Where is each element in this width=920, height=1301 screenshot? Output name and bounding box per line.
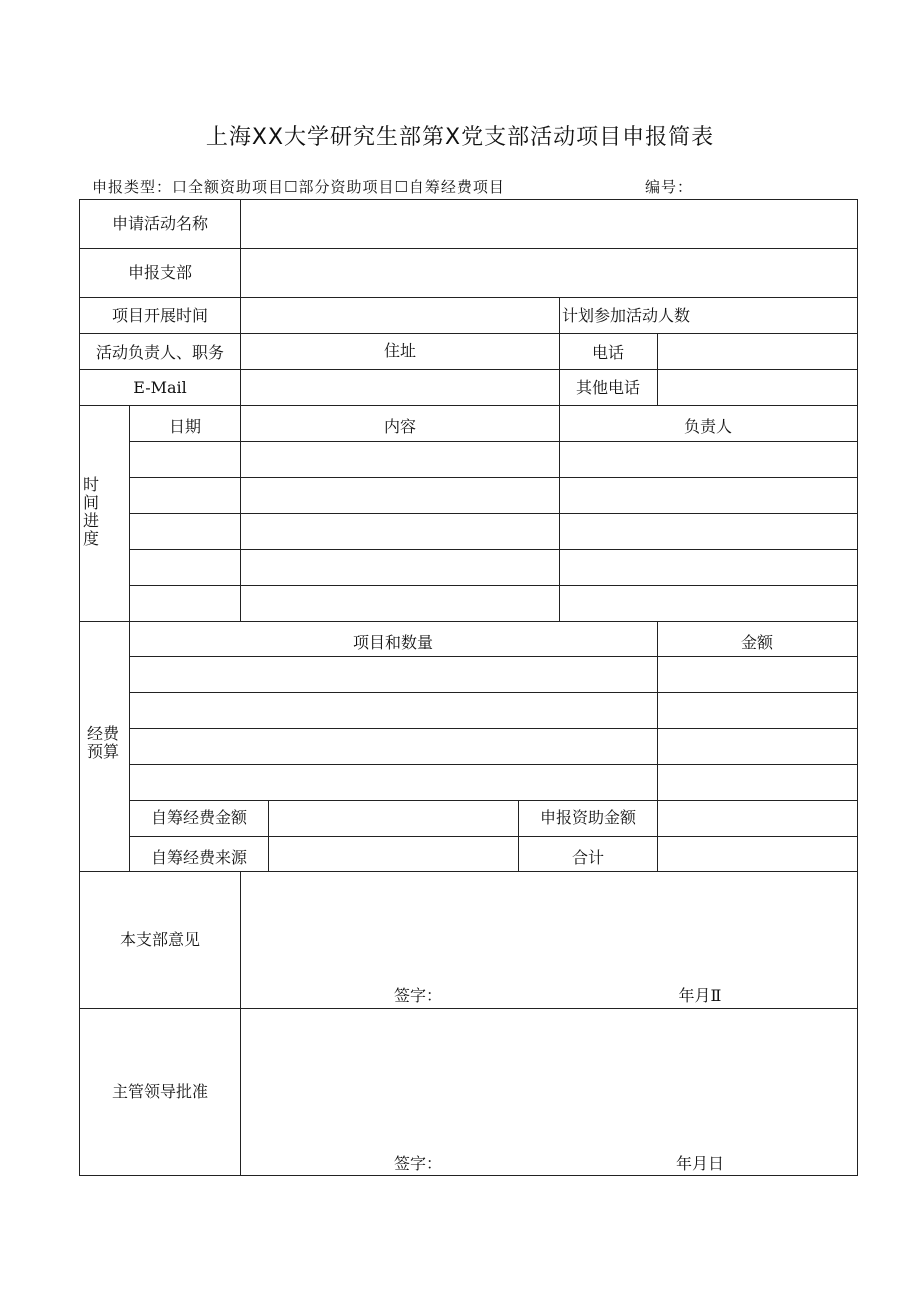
label-other-phone: 其他电话 <box>575 378 641 397</box>
row-line <box>79 297 858 298</box>
row-line <box>79 621 858 622</box>
section-label-schedule: 时间进度 <box>83 475 100 548</box>
label-leader-approval: 主管领导批准 <box>111 1082 209 1101</box>
col-line <box>240 441 241 621</box>
col-line <box>657 621 658 871</box>
col-header-person: 负责人 <box>683 417 733 436</box>
label-branch: 申报支部 <box>127 263 193 282</box>
row-line <box>129 764 858 765</box>
row-line <box>129 549 858 550</box>
col-line <box>559 441 560 621</box>
row-line <box>129 513 858 514</box>
col-line <box>240 871 241 1176</box>
label-apply-amount: 申报资助金额 <box>539 808 637 827</box>
opinion-date-label: 年月Ⅱ <box>678 986 722 1005</box>
row-line <box>129 477 858 478</box>
row-line <box>129 656 858 657</box>
number-label: 编号： <box>645 178 694 196</box>
row-line <box>129 692 858 693</box>
label-phone: 电话 <box>591 343 625 362</box>
col-line <box>268 800 269 871</box>
table-border-right <box>857 199 858 1176</box>
col-header-date: 日期 <box>168 417 202 436</box>
table-border-bottom <box>79 1175 858 1176</box>
row-line <box>79 871 858 872</box>
label-total: 合计 <box>571 848 605 867</box>
col-line <box>559 297 560 442</box>
label-activity-name: 申请活动名称 <box>111 214 209 233</box>
col-line <box>240 199 241 442</box>
row-line <box>79 405 858 406</box>
label-leader: 活动负责人、职务 <box>95 343 225 362</box>
row-line <box>79 248 858 249</box>
col-header-items: 项目和数量 <box>352 633 434 652</box>
label-self-amount: 自筹经费金额 <box>150 808 248 827</box>
table-border-left <box>79 199 80 1176</box>
declare-type-line: 申报类型：口全额资助项目☐部分资助项目☐自筹经费项目 <box>92 178 505 196</box>
approval-date-label: 年月日 <box>675 1154 725 1173</box>
col-line <box>129 405 130 621</box>
approval-sign-label: 签字： <box>393 1154 443 1173</box>
col-line <box>657 333 658 405</box>
col-line <box>518 800 519 871</box>
label-period: 项目开展时间 <box>111 306 209 325</box>
row-line <box>129 800 858 801</box>
row-line <box>79 369 858 370</box>
row-line <box>79 1008 858 1009</box>
label-email: E-Mail <box>133 378 187 397</box>
label-self-source: 自筹经费来源 <box>150 848 248 867</box>
label-participants: 计划参加活动人数 <box>562 306 691 325</box>
table-border-top <box>79 199 858 200</box>
label-branch-opinion: 本支部意见 <box>119 930 201 949</box>
section-label-budget: 经费预算 <box>87 724 120 761</box>
col-header-content: 内容 <box>383 417 417 436</box>
opinion-sign-label: 签字： <box>393 986 443 1005</box>
row-line <box>129 441 858 442</box>
label-address: 住址 <box>383 341 417 360</box>
row-line <box>79 333 858 334</box>
row-line <box>129 836 858 837</box>
row-line <box>129 728 858 729</box>
col-line <box>129 621 130 871</box>
col-header-amount: 金额 <box>740 633 774 652</box>
row-line <box>129 585 858 586</box>
page-title: 上海XX大学研究生部第X党支部活动项目申报简表 <box>205 125 715 150</box>
